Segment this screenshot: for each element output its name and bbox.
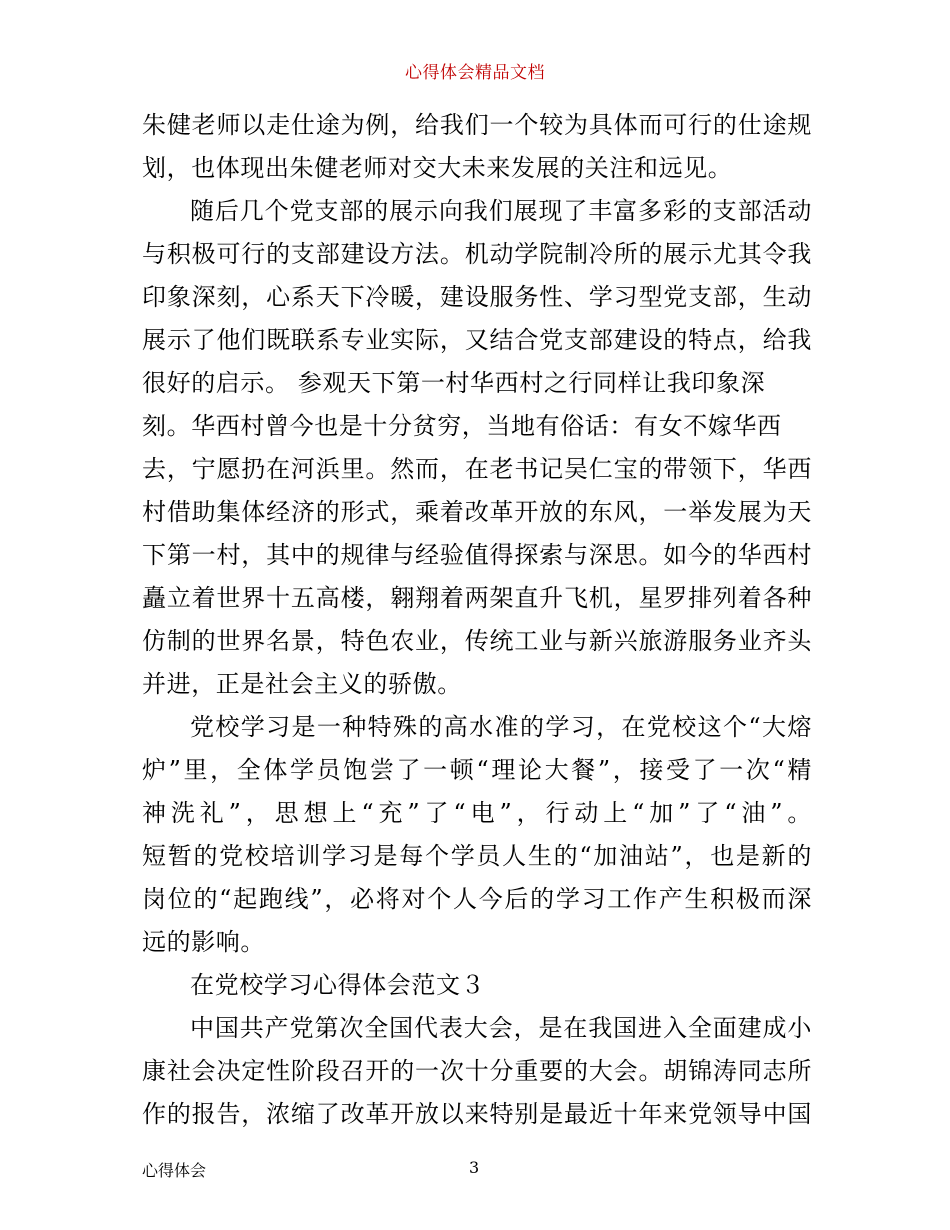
body-line: 中国共产党第次全国代表大会，是在我国进入全面建成小	[190, 1014, 812, 1042]
body-line: 展示了他们既联系专业实际，又结合党支部建设的特点，给我	[142, 326, 812, 354]
body-line: 朱健老师以走仕途为例，给我们一个较为具体而可行的仕途规	[142, 111, 812, 139]
body-line: 去，宁愿扔在河浜里。然而，在老书记吴仁宝的带领下，华西	[142, 455, 812, 483]
body-line: 仿制的世界名景，特色农业，传统工业与新兴旅游服务业齐头	[142, 627, 812, 655]
footer-label: 心得体会	[142, 1161, 207, 1180]
body-line: 矗立着世界十五高楼，翱翔着两架直升飞机，星罗排列着各种	[142, 584, 812, 612]
page-number: 3	[469, 1158, 480, 1177]
body-line: 印象深刻，心系天下冷暖，建设服务性、学习型党支部，生动	[142, 283, 812, 311]
document-body	[142, 104, 812, 1136]
body-line: 党校学习是一种特殊的高水准的学习，在党校这个“大熔	[190, 713, 812, 741]
body-line: 划，也体现出朱健老师对交大未来发展的关注和远见。	[142, 154, 733, 182]
body-line: 康社会决定性阶段召开的一次十分重要的大会。胡锦涛同志所	[142, 1057, 812, 1085]
body-line: 与积极可行的支部建设方法。机动学院制冷所的展示尤其令我	[142, 240, 812, 268]
document-header-title: 心得体会精品文档	[405, 63, 545, 83]
body-line: 很好的启示。 参观天下第一村华西村之行同样让我印象深	[142, 369, 766, 397]
body-line: 岗位的“起跑线”，必将对个人今后的学习工作产生积极而深	[142, 885, 812, 913]
body-line: 作的报告，浓缩了改革开放以来特别是最近十年来党领导中国	[142, 1100, 812, 1128]
body-line: 并进，正是社会主义的骄傲。	[142, 670, 462, 698]
body-line: 远的影响。	[142, 928, 265, 956]
body-line: 神洗礼”，思想上“充”了“电”，行动上“加”了“油”。	[142, 799, 812, 827]
body-line: 村借助集体经济的形式，乘着改革开放的东风，一举发展为天	[142, 498, 812, 526]
body-line: 短暂的党校培训学习是每个学员人生的“加油站”，也是新的	[142, 842, 812, 870]
body-line: 刻。华西村曾今也是十分贫穷，当地有俗话：有女不嫁华西	[142, 412, 782, 440]
body-line: 随后几个党支部的展示向我们展现了丰富多彩的支部活动	[190, 197, 812, 225]
body-line: 炉”里，全体学员饱尝了一顿“理论大餐”，接受了一次“精	[142, 756, 812, 784]
section-heading: 在党校学习心得体会范文３	[190, 971, 486, 999]
body-line: 下第一村，其中的规律与经验值得探索与深思。如今的华西村	[142, 541, 812, 569]
